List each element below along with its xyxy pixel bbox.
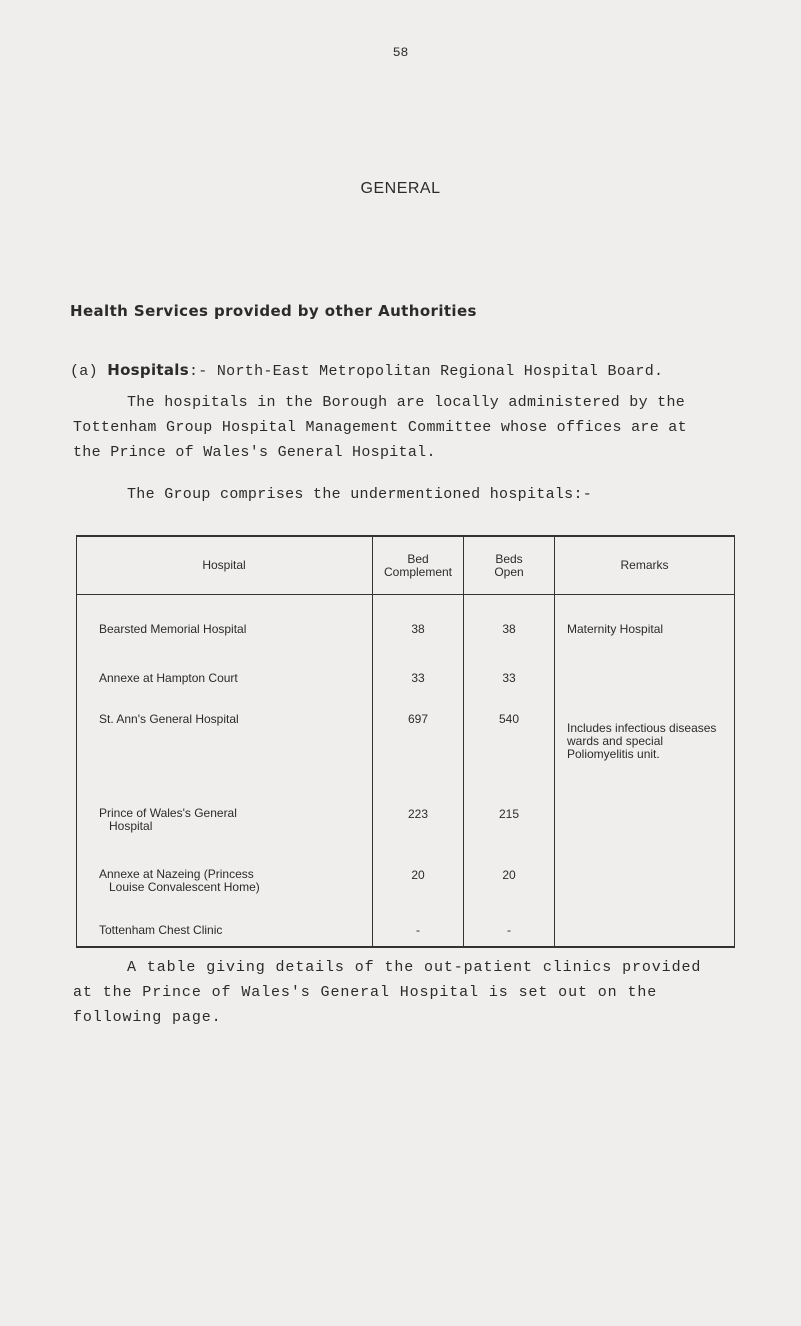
cell-remarks <box>555 858 735 913</box>
cell-complement: 33 <box>373 659 464 698</box>
cell-remarks <box>555 913 735 947</box>
cell-hospital: Bearsted Memorial Hospital <box>77 595 373 660</box>
paragraph-group: The Group comprises the undermentioned hospitals:- <box>127 486 593 503</box>
cell-remarks: Maternity Hospital <box>555 595 735 660</box>
cell-open: 38 <box>464 595 555 660</box>
cell-open: 33 <box>464 659 555 698</box>
table-header-row <box>77 536 735 595</box>
table-row <box>77 858 735 913</box>
cell-remarks <box>555 659 735 698</box>
cell-hospital: Annexe at Nazeing (Princess Louise Convalescent Home) <box>77 858 373 913</box>
cell-complement: 20 <box>373 858 464 913</box>
cell-complement: 697 <box>373 698 464 801</box>
hospitals-table <box>76 535 735 948</box>
paragraph-line: the Prince of Wales's General Hospital. <box>73 444 436 461</box>
cell-hospital: Tottenham Chest Clinic <box>77 913 373 947</box>
hospitals-intro <box>70 358 663 384</box>
header-hospital: Hospital <box>77 536 373 595</box>
cell-open: 540 <box>464 698 555 801</box>
cell-open: 20 <box>464 858 555 913</box>
cell-remarks <box>555 801 735 858</box>
section-heading: GENERAL <box>360 180 441 197</box>
cell-open: - <box>464 913 555 947</box>
cell-complement: 223 <box>373 801 464 858</box>
cell-remarks: Includes infectious diseases wards and special Poliomyelitis unit. <box>555 698 735 801</box>
table-row <box>77 698 735 801</box>
table-row <box>77 659 735 698</box>
paragraph-line: at the Prince of Wales's General Hospital is set out on the <box>73 984 658 1001</box>
paragraph-line: The hospitals in the Borough are locally administered by the <box>127 394 686 411</box>
paragraph-outpatient <box>73 955 743 1030</box>
header-bed-complement: Bed Complement <box>373 536 464 595</box>
header-remarks: Remarks <box>555 536 735 595</box>
cell-hospital: Annexe at Hampton Court <box>77 659 373 698</box>
cell-hospital: Prince of Wales's General Hospital <box>77 801 373 858</box>
intro-rest: :- North-East Metropolitan Regional Hospital Board. <box>188 363 664 380</box>
cell-hospital: St. Ann's General Hospital <box>77 698 373 801</box>
intro-label: (a) <box>70 363 98 380</box>
page-number: 58 <box>392 45 409 60</box>
paragraph-line: Tottenham Group Hospital Management Committee whose offices are at <box>73 419 687 436</box>
cell-open: 215 <box>464 801 555 858</box>
paragraph-line: A table giving details of the out-patient clinics provided <box>127 959 702 976</box>
paragraph-administration <box>73 390 743 465</box>
table-row <box>77 913 735 947</box>
header-beds-open: Beds Open <box>464 536 555 595</box>
intro-bold: Hospitals <box>107 361 189 379</box>
cell-complement: 38 <box>373 595 464 660</box>
subheading: Health Services provided by other Authorities <box>70 302 477 320</box>
paragraph-line: following page. <box>73 1009 222 1026</box>
table-row <box>77 595 735 660</box>
cell-complement: - <box>373 913 464 947</box>
table-row <box>77 801 735 858</box>
